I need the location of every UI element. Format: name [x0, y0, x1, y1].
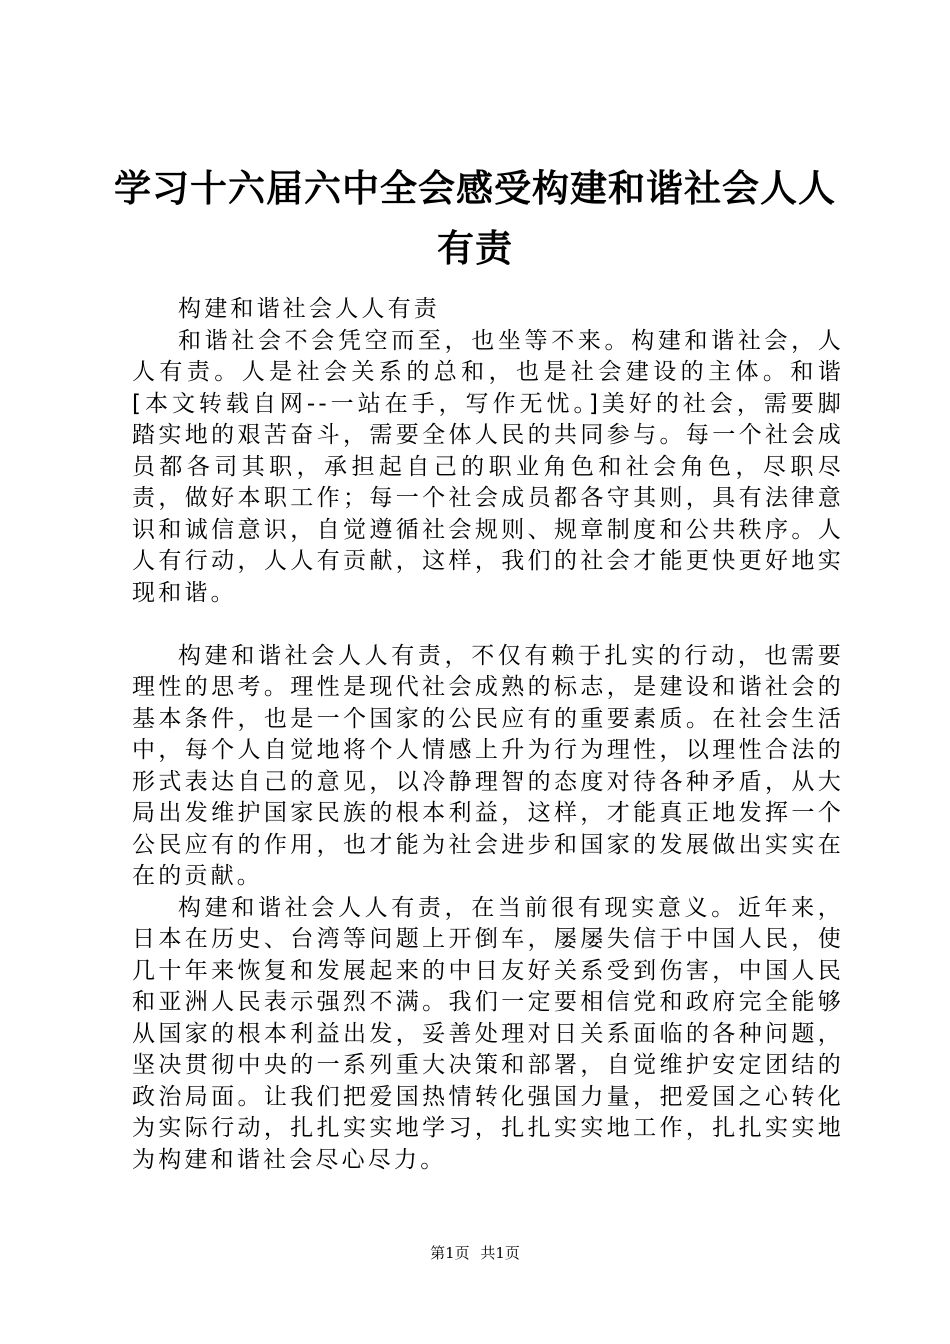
paragraph-subtitle: 构建和谐社会人人有责: [178, 296, 440, 322]
paragraph-3: 构建和谐社会人人有责，在当前很有现实意义。近年来，日本在历史、台湾等问题上开倒车，屡屡失信于中国人民，使几十年来恢复和发展起来的中日友好关系受到伤害，中国人民和亚洲人民表示强烈不满。我们一定要相信党和政府完全能够从国家的根本利益出发，妥善处理对日关系面临的各种问题，坚决贯彻中央的一系列重大决策和部署，自觉维护安定团结的政治局面。让我们把爱国热情转化强国力量，把爱国之心转化为实际行动，扎扎实实地学习，扎扎实实地工作，扎扎实实地为构建和谐社会尽心尽力。: [132, 894, 844, 1173]
document-title: 学习十六届六中全会感受构建和谐社会人人有责: [114, 166, 836, 270]
page-total: 共1页: [480, 1244, 520, 1262]
paragraph-1: 和谐社会不会凭空而至，也坐等不来。构建和谐社会，人人有责。人是社会关系的总和，也是社会建设的主体。和谐[本文转载自网--一站在手，写作无忧。]美好的社会，需要脚踏实地的艰苦奋斗，需要全体人民的共同参与。每一个社会成员都各司其职，承担起自己的职业角色和社会角色，尽职尽责，做好本职工作；每一个社会成员都各守其则，具有法律意识和诚信意识，自觉遵循社会规则、规章制度和公共秩序。人人有行动，人人有贡献，这样，我们的社会才能更快更好地实现和谐。: [132, 327, 844, 606]
paragraph-2: 构建和谐社会人人有责，不仅有赖于扎实的行动，也需要理性的思考。理性是现代社会成熟的标志，是建设和谐社会的基本条件，也是一个国家的公民应有的重要素质。在社会生活中，每个人自觉地将个人情感上升为行为理性，以理性合法的形式表达自己的意见，以冷静理智的态度对待各种矛盾，从大局出发维护国家民族的根本利益，这样，才能真正地发挥一个公民应有的作用，也才能为社会进步和国家的发展做出实实在在的贡献。: [132, 642, 844, 889]
page-number: 第1页: [430, 1244, 470, 1262]
page-footer: [0, 1243, 950, 1263]
document-body: [132, 294, 844, 1176]
